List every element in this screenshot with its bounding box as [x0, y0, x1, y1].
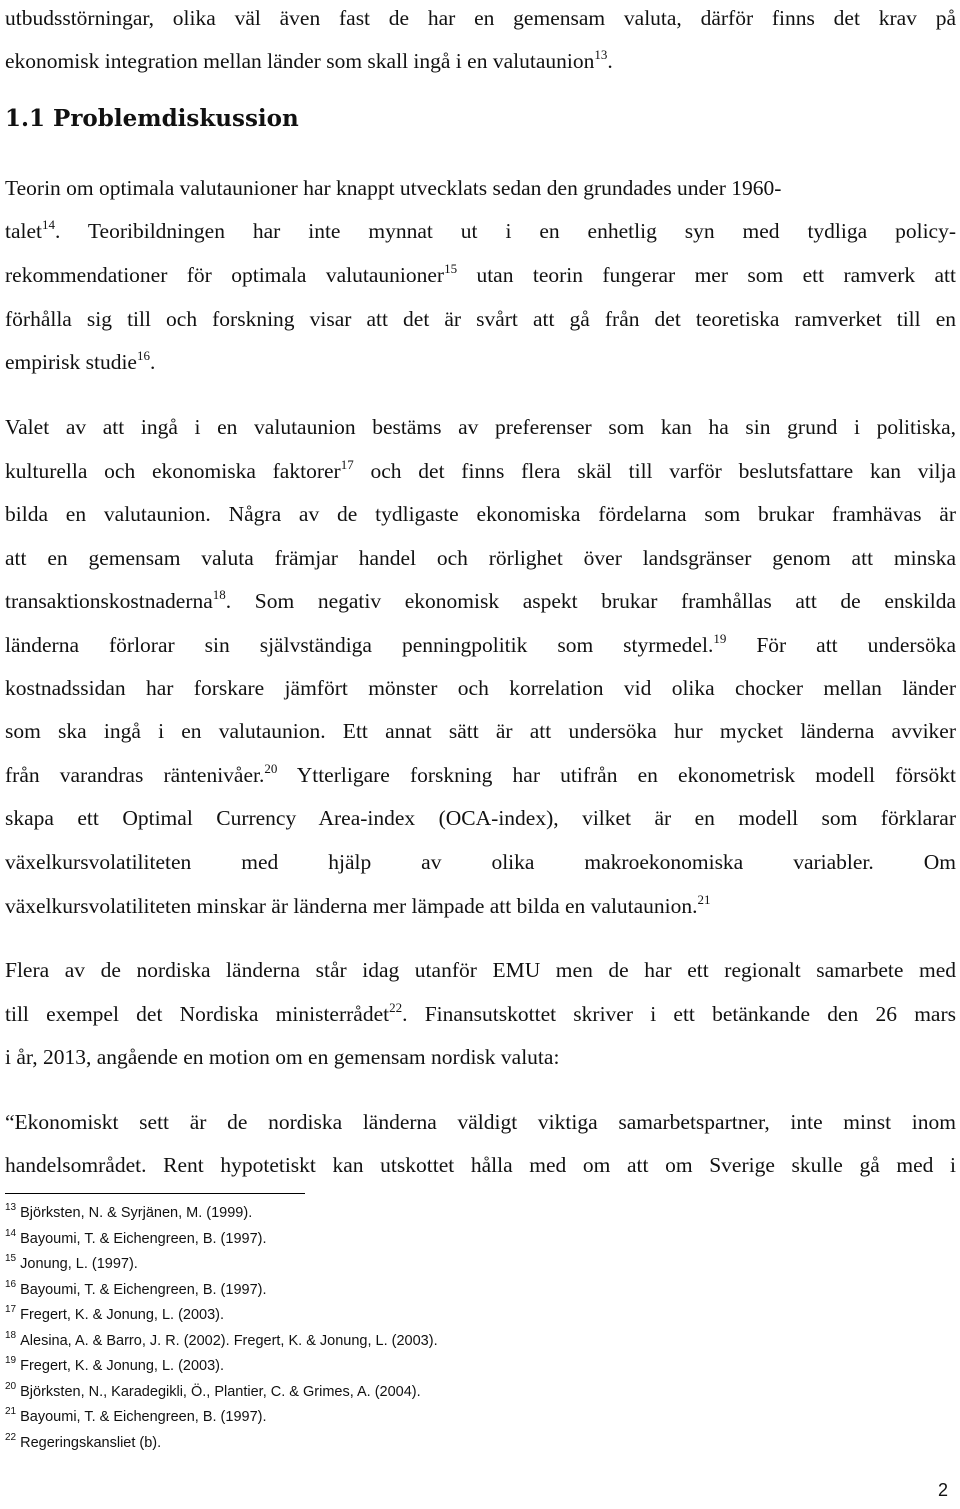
footnote-text: Björksten, N., Karadegikli, Ö., Plantier, C. & Grimes, A. (2004).	[20, 1383, 421, 1400]
text-run: Teorin om optimala valutaunioner har knappt utvecklats sedan den grundades under 1960-	[5, 176, 782, 200]
paragraph-line	[5, 305, 956, 333]
footnote-number: 16	[5, 1278, 17, 1290]
text-run: Ytterligare forskning har utifrån en ekonometrisk modell försökt	[277, 763, 956, 787]
text-run: kostnadssidan har forskare jämfört mönster och korrelation vid olika chocker mellan länder	[5, 676, 956, 700]
text-run: ekonomisk integration mellan länder som skall ingå i en valutaunion	[5, 49, 595, 73]
paragraph-line	[5, 1043, 956, 1071]
footnote-ref[interactable]: 13	[594, 47, 608, 62]
footnote-text: Bayoumi, T. & Eichengreen, B. (1997).	[20, 1409, 267, 1425]
footnote-ref[interactable]: 14	[42, 217, 56, 232]
text-run: utan teorin fungerar mer som ett ramverk att	[457, 263, 957, 287]
text-run: förhålla sig till och forskning visar att det är svårt att gå från det teoretiska ramverket till en	[5, 307, 956, 331]
footnote-number: 13	[5, 1202, 17, 1213]
paragraph-line	[5, 892, 956, 920]
footnote-number: 15	[5, 1253, 17, 1264]
footnote	[5, 1433, 161, 1453]
text-run: bilda en valutaunion. Några av de tydligaste ekonomiska fördelarna som brukar framhävas är	[5, 502, 956, 526]
paragraph-line	[5, 1000, 956, 1028]
text-run: skapa ett Optimal Currency Area-index (OCA-index), vilket är en modell som förklarar	[5, 806, 956, 830]
text-run: Flera av de nordiska länderna står idag utanför EMU men de har ett regionalt samarbete med	[5, 958, 956, 982]
paragraph-line	[5, 174, 956, 202]
footnote-text: Bayoumi, T. & Eichengreen, B. (1997).	[20, 1281, 267, 1298]
footnote-number: 17	[5, 1304, 17, 1315]
text-run: som ska ingå i en valutaunion. Ett annat sätt är att undersöka hur mycket länderna avviker	[5, 719, 956, 743]
footnote-text: Regeringskansliet (b).	[20, 1434, 162, 1451]
paragraph-line: växelkursvolatiliteten med hjälp av olika makroekonomiska variabler. Om	[5, 850, 956, 874]
text-run: handelsområdet. Rent hypotetiskt kan utskottet hålla med om att om Sverige skulle gå med i	[5, 1153, 956, 1177]
paragraph-line	[5, 457, 956, 485]
footnote-number: 21	[5, 1406, 17, 1417]
footnote	[5, 1382, 421, 1402]
footnote-ref[interactable]: 20	[264, 761, 278, 776]
paragraph-line	[5, 348, 956, 376]
text-run: till exempel det Nordiska ministerrådet	[5, 1002, 390, 1026]
text-run: rekommendationer för optimala valutaunioner	[5, 263, 445, 287]
paragraph-line	[5, 500, 956, 528]
paragraph-line	[5, 804, 956, 832]
paragraph-line	[5, 413, 956, 441]
footnote-number: 20	[5, 1380, 17, 1392]
footnote	[5, 1356, 224, 1376]
footnote-ref[interactable]: 21	[697, 892, 711, 907]
text-run: . Finansutskottet skriver i ett betänkande den 26 mars	[402, 1002, 956, 1026]
text-run: från varandras räntenivåer.	[5, 763, 265, 787]
paragraph-line	[5, 217, 956, 245]
footnote-number: 22	[5, 1431, 17, 1443]
text-run: “Ekonomiskt sett är de nordiska länderna väldigt viktiga samarbetspartner, inte minst inom	[5, 1110, 956, 1134]
text-run: och det finns flera skäl till varför beslutsfattare kan vilja	[353, 459, 957, 483]
text-run: empirisk studie	[5, 350, 137, 374]
footnote-text: Fregert, K. & Jonung, L. (2003).	[20, 1358, 225, 1374]
text-run: För att undersöka	[726, 633, 956, 657]
footnote	[5, 1203, 252, 1223]
footnote-ref[interactable]: 18	[212, 587, 226, 602]
text-run: länderna förlorar sin självständiga penningpolitik som styrmedel.	[5, 633, 714, 657]
quote-line	[5, 1108, 956, 1136]
footnote-ref[interactable]: 22	[389, 1000, 403, 1015]
page-number: 2	[937, 1480, 948, 1500]
footnote-text: Björksten, N. & Syrjänen, M. (1999).	[20, 1205, 253, 1221]
footnote	[5, 1305, 224, 1325]
footnote-ref[interactable]: 15	[444, 261, 458, 276]
paragraph-line	[5, 261, 956, 289]
text-run: utbudsstörningar, olika väl även fast de har en gemensam valuta, därför finns det krav på	[5, 6, 956, 30]
text-run: transaktionskostnaderna	[5, 589, 213, 613]
footnote	[5, 1280, 267, 1300]
quote-line	[5, 1151, 956, 1179]
footnote-separator	[5, 1193, 305, 1194]
footnote-text: Bayoumi, T. & Eichengreen, B. (1997).	[20, 1230, 267, 1247]
paragraph-line	[5, 47, 956, 75]
paragraph-line	[5, 717, 956, 745]
footnote-text: Jonung, L. (1997).	[20, 1256, 138, 1272]
footnote	[5, 1229, 267, 1249]
paragraph-line	[5, 761, 956, 789]
paragraph-line	[5, 956, 956, 984]
text-run: . Teoribildningen har inte mynnat ut i en enhetlig syn med tydliga policy-	[55, 219, 956, 243]
paragraph-line	[5, 544, 956, 572]
footnote-ref[interactable]: 19	[713, 631, 727, 646]
section-heading: 1.1 Problemdiskussion	[5, 105, 299, 132]
text-run: växelkursvolatiliteten minskar är länderna mer lämpade att bilda en valutaunion.	[5, 894, 698, 918]
footnote-text: Fregert, K. & Jonung, L. (2003).	[20, 1307, 225, 1323]
text-run: . Som negativ ekonomisk aspekt brukar framhållas att de enskilda	[225, 589, 956, 613]
footnote	[5, 1331, 438, 1351]
footnote-number: 14	[5, 1227, 17, 1239]
text-run: .	[149, 350, 156, 374]
text-run: talet	[5, 219, 43, 243]
footnote-number: 19	[5, 1355, 17, 1366]
text-run: .	[607, 49, 613, 73]
footnote-text: Alesina, A. & Barro, J. R. (2002). Fregert, K. & Jonung, L. (2003).	[20, 1332, 438, 1349]
footnote-number: 18	[5, 1329, 17, 1341]
paragraph-line	[5, 587, 956, 615]
footnote-ref[interactable]: 17	[340, 457, 354, 472]
paragraph-line	[5, 4, 956, 32]
paragraph-line	[5, 631, 956, 659]
footnote	[5, 1407, 267, 1427]
paragraph-line	[5, 674, 956, 702]
footnote	[5, 1254, 138, 1274]
text-run: att en gemensam valuta främjar handel och rörlighet över landsgränser genom att minska	[5, 546, 956, 570]
footnote-ref[interactable]: 16	[136, 348, 150, 363]
text-run: i år, 2013, angående en motion om en gemensam nordisk valuta:	[5, 1045, 560, 1069]
text-run: kulturella och ekonomiska faktorer	[5, 459, 341, 483]
text-run: Valet av att ingå i en valutaunion bestäms av preferenser som kan ha sin grund i politiska,	[5, 415, 956, 439]
